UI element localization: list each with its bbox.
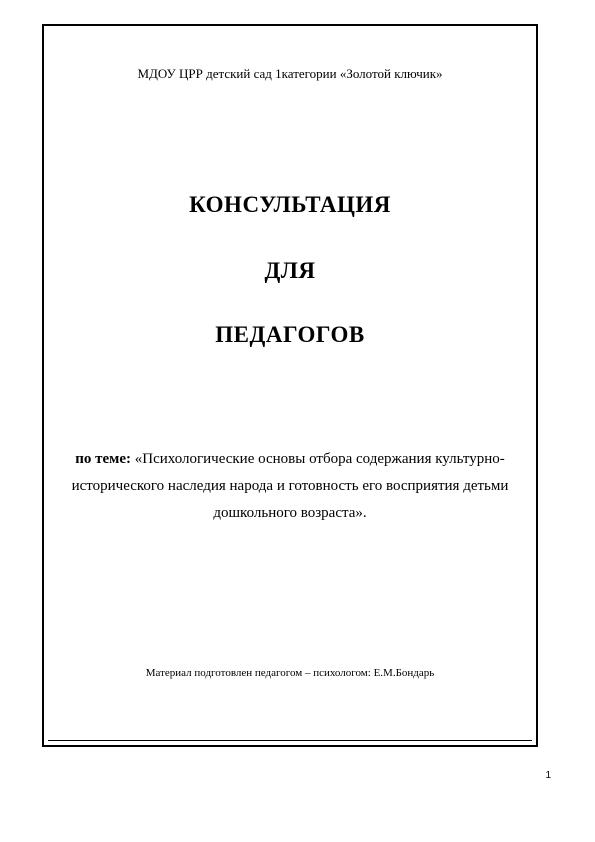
title-line-1: КОНСУЛЬТАЦИЯ: [189, 192, 391, 217]
title-line-3: ПЕДАГОГОВ: [215, 322, 365, 347]
organization-name: МДОУ ЦРР детский сад 1категории «Золотой ключик»: [137, 66, 443, 81]
title-line-2: ДЛЯ: [264, 258, 316, 283]
author-credit: Материал подготовлен педагогом – психологом: Е.М.Бондарь: [145, 667, 435, 679]
topic-paragraph: [68, 446, 512, 527]
cover-frame: [42, 24, 538, 747]
page-number: 1: [545, 770, 551, 781]
topic-label: по теме:: [75, 451, 131, 467]
topic-text: «Психологические основы отбора содержания культурно-исторического наследия народа и готовность его восприятия детьми дошкольного возраста».: [71, 451, 509, 521]
frame-inner-rule: [48, 740, 532, 741]
